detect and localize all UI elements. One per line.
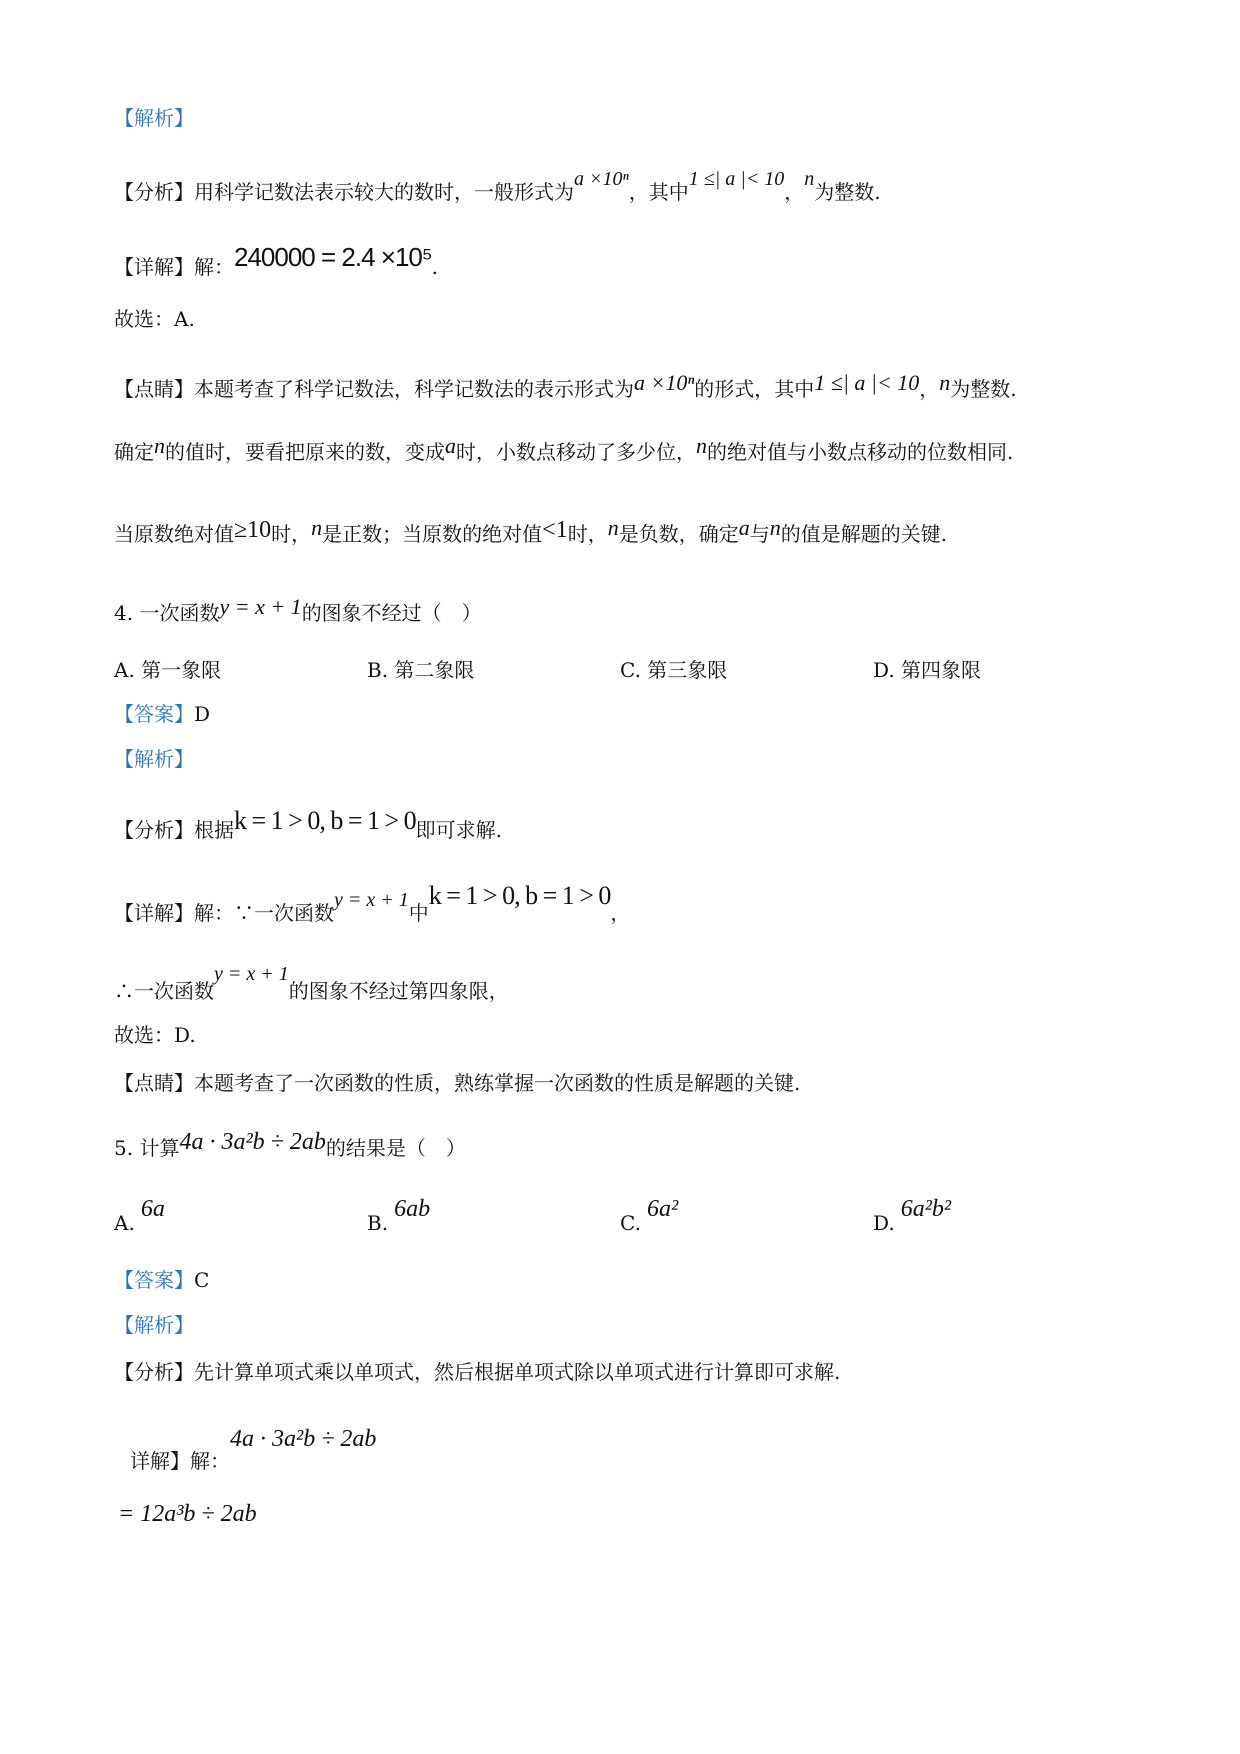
text: 先计算单项式乘以单项式，然后根据单项式除以单项式进行计算即可求解. — [194, 1360, 841, 1384]
text: 的值是解题的关键. — [780, 522, 948, 546]
option-math: 6a² — [646, 1196, 679, 1222]
section-heading-analysis-2 — [114, 745, 194, 773]
question-4 — [114, 593, 482, 627]
text: ， — [919, 377, 940, 401]
math-expression: y = x + 1 — [219, 594, 302, 619]
text: 解： — [194, 255, 234, 279]
answer-line-4 — [114, 700, 210, 728]
text: 解：∵一次函数 — [194, 901, 334, 925]
tag-fenxi: 【分析】 — [114, 818, 194, 842]
math-expression: <1 — [542, 517, 568, 543]
tag-xiangjie: 【详解】 — [114, 255, 194, 279]
text: ， — [784, 180, 805, 204]
math-variable: a — [738, 515, 750, 540]
math-expression: 1 ≤| a |< 10 — [688, 168, 785, 190]
solution-paragraph-4 — [130, 1425, 376, 1475]
text: 本题考查了科学记数法，科学记数法的表示形式为 — [194, 377, 634, 401]
math-expression: 4a · 3a²b ÷ 2ab — [179, 1129, 326, 1155]
math-expression: y = x + 1 — [214, 963, 289, 985]
option-b — [367, 1196, 431, 1237]
choice-line-2 — [114, 1021, 196, 1049]
tag-fenxi: 【分析】 — [114, 180, 194, 204]
math-expression: 4a · 3a²b ÷ 2ab — [230, 1426, 377, 1452]
math-variable: n — [154, 433, 165, 458]
option-b: B. 第二象限 — [367, 658, 475, 682]
section-heading-analysis-1 — [114, 104, 194, 132]
analysis-paragraph-3 — [114, 1358, 840, 1386]
tag-daan: 【答案】 — [114, 702, 194, 726]
text: 用科学记数法表示较大的数时，一般形式为 — [194, 180, 574, 204]
text: 时， — [271, 522, 312, 546]
text: 中 — [408, 901, 429, 925]
answer-line-5 — [114, 1266, 209, 1294]
text: 故选：D. — [114, 1023, 196, 1047]
math-expression: ≥10 — [234, 517, 272, 543]
tag-jiexi: 【解析】 — [114, 106, 194, 130]
text: 的绝对值与小数点移动的位数相同. — [707, 440, 1014, 464]
math-expression: y = x + 1 — [334, 889, 409, 911]
tag-fenxi: 【分析】 — [114, 1360, 194, 1384]
tag-jiexi: 【解析】 — [114, 1313, 194, 1337]
answer-value: C — [194, 1268, 210, 1292]
math-expression: 1 ≤| a |< 10 — [814, 370, 920, 395]
text: 与 — [749, 522, 770, 546]
text: 当原数绝对值 — [114, 522, 234, 546]
math-variable: n — [311, 515, 323, 540]
comment-paragraph-4 — [114, 1069, 800, 1097]
math-variable: a — [445, 433, 456, 458]
option-d — [873, 1196, 952, 1237]
question-5 — [114, 1128, 466, 1162]
text: 的图象不经过（ ） — [301, 601, 482, 625]
choice-line-1 — [114, 305, 195, 333]
math-expression: k = 1 > 0, b = 1 > 0 — [428, 881, 611, 910]
tag-xiangjie: 【详解】 — [114, 901, 194, 925]
comment-paragraph-2 — [114, 432, 1013, 466]
option-math: 6ab — [394, 1196, 431, 1222]
analysis-paragraph-2 — [114, 807, 502, 844]
text: 的值时，要看把原来的数，变成 — [165, 440, 445, 464]
solution-paragraph-2 — [114, 882, 630, 927]
text: 是正数；当原数的绝对值 — [322, 522, 543, 546]
math-expression: = 12a³b ÷ 2ab — [118, 1501, 257, 1527]
option-label: D. — [873, 1211, 895, 1235]
text: ，其中 — [628, 180, 689, 204]
math-variable: n — [769, 515, 781, 540]
text: 是负数，确定 — [618, 522, 739, 546]
option-d: D. 第四象限 — [873, 658, 982, 682]
section-heading-analysis-3 — [114, 1311, 194, 1339]
text: 故选：A. — [114, 307, 195, 331]
text: . — [431, 255, 438, 279]
math-expression: a ×10ⁿ — [574, 168, 629, 190]
text: 即可求解. — [415, 818, 503, 842]
math-variable: n — [939, 370, 951, 395]
option-label: B. — [367, 1211, 389, 1235]
option-c — [620, 1196, 679, 1237]
tag-jiexi: 【解析】 — [114, 747, 194, 771]
text: 本题考查了一次函数的性质，熟练掌握一次函数的性质是解题的关键. — [194, 1071, 801, 1095]
math-expression: a ×10ⁿ — [634, 370, 695, 395]
text: 根据 — [194, 818, 234, 842]
text: 4. 一次函数 — [114, 601, 220, 625]
answer-value: D — [194, 702, 211, 726]
option-label: A. — [114, 1211, 135, 1235]
text: ， — [610, 901, 631, 925]
comment-paragraph-1 — [114, 369, 1017, 403]
comment-paragraph-3 — [114, 514, 947, 548]
solution-paragraph-3 — [114, 960, 509, 1005]
text: 确定 — [114, 440, 154, 464]
text: 详解】解： — [130, 1449, 230, 1473]
math-variable: n — [607, 515, 619, 540]
tag-dianjing: 【点睛】 — [114, 1071, 194, 1095]
math-variable: n — [804, 168, 815, 190]
option-math: 6a²b² — [900, 1196, 952, 1222]
tag-daan: 【答案】 — [114, 1268, 194, 1292]
text: 为整数. — [814, 180, 881, 204]
text: 5. 计算 — [114, 1136, 180, 1160]
text: 的图象不经过第四象限， — [288, 979, 509, 1003]
text: 时，小数点移动了多少位， — [456, 440, 696, 464]
text: 时， — [567, 522, 608, 546]
solution-step — [118, 1500, 257, 1528]
tag-dianjing: 【点睛】 — [114, 377, 194, 401]
analysis-paragraph-1 — [114, 165, 881, 206]
option-a — [114, 1196, 165, 1237]
option-a: A. 第一象限 — [114, 658, 222, 682]
option-label: C. — [620, 1211, 641, 1235]
math-variable: n — [696, 433, 707, 458]
text: 为整数. — [950, 377, 1017, 401]
math-expression: 240000 = 2.4 ×10⁵ — [234, 242, 432, 272]
text: ∴一次函数 — [114, 979, 214, 1003]
option-c: C. 第三象限 — [620, 658, 728, 682]
solution-paragraph-1 — [114, 243, 438, 281]
text: 的形式，其中 — [694, 377, 815, 401]
math-expression: k = 1 > 0, b = 1 > 0 — [234, 806, 416, 835]
text: 的结果是（ ） — [325, 1136, 466, 1160]
option-math: 6a — [140, 1196, 165, 1222]
